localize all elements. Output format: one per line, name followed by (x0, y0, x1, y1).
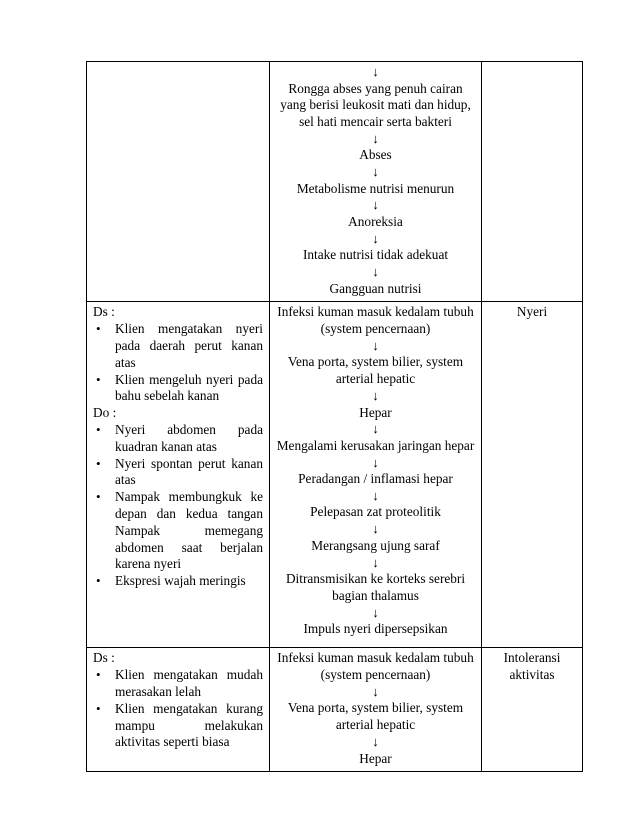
finding-text: Ekspresi wajah meringis (115, 573, 246, 589)
bullet-icon: • (96, 371, 101, 387)
table-row (87, 62, 583, 302)
assessment-cell (87, 62, 270, 302)
table-row (87, 648, 583, 772)
flow-step: Mengalami kerusakan jaringan hepar (276, 437, 475, 453)
section-label: Do : (93, 405, 117, 421)
finding-text: Nyeri abdomen pada kuadran kanan atas (115, 421, 263, 454)
flow-step: Gangguan nutrisi (329, 280, 422, 296)
finding-list (93, 422, 263, 590)
flow-step: Hepar (359, 750, 392, 766)
finding-text: Klien mengatakan nyeri pada daerah perut kanan atas (115, 321, 263, 370)
flow-step: Peradangan / inflamasi hepar (298, 471, 453, 487)
flow-step: Merangsang ujung saraf (311, 537, 440, 553)
flow-step: Impuls nyeri dipersepsikan (303, 621, 448, 637)
etiology-flow-cell (270, 302, 482, 648)
down-arrow-icon: ↓ (372, 388, 379, 404)
diagnosis-cell (482, 648, 583, 772)
down-arrow-icon: ↓ (372, 337, 379, 353)
list-item (93, 573, 263, 590)
flow-step: Rongga abses yang penuh cairan yang berisi leukosit mati dan hidup, sel hati mencair serta bakteri (280, 80, 471, 130)
bullet-icon: • (96, 455, 101, 471)
flow-step: Ditransmisikan ke korteks serebri bagian thalamus (285, 571, 466, 603)
down-arrow-icon: ↓ (372, 130, 379, 146)
finding-text: Nyeri spontan perut kanan atas (115, 455, 263, 488)
bullet-icon: • (96, 573, 101, 589)
assessment-cell (87, 648, 270, 772)
down-arrow-icon: ↓ (372, 683, 379, 699)
finding-text: Klien mengatakan mudah merasakan lelah (115, 667, 263, 699)
list-item (93, 489, 263, 573)
down-arrow-icon: ↓ (372, 421, 379, 437)
flow-step: Pelepasan zat proteolitik (310, 504, 441, 520)
table-row (87, 302, 583, 648)
down-arrow-icon: ↓ (372, 164, 379, 180)
down-arrow-icon: ↓ (372, 454, 379, 470)
list-item (93, 422, 263, 456)
flow-step: Infeksi kuman masuk kedalam tubuh (system pencernaan) (277, 304, 474, 337)
down-arrow-icon: ↓ (372, 197, 379, 213)
finding-list (93, 321, 263, 405)
finding-text: Nampak membungkuk ke depan dan kedua tangan Nampak memegang abdomen saat berjalan karena nyeri (115, 489, 263, 572)
bullet-icon: • (96, 489, 101, 505)
down-arrow-icon: ↓ (372, 521, 379, 537)
diagnosis-text: Nyeri (516, 304, 548, 320)
flow-step: Anoreksia (348, 213, 403, 229)
nursing-analysis-table (86, 61, 583, 772)
flow-step: Infeksi kuman masuk kedalam tubuh (system pencernaan) (277, 650, 474, 683)
etiology-flow-cell (270, 648, 482, 772)
down-arrow-icon: ↓ (372, 604, 379, 620)
etiology-flow-cell (270, 62, 482, 302)
down-arrow-icon: ↓ (372, 554, 379, 570)
list-item (93, 321, 263, 371)
bullet-icon: • (96, 700, 101, 716)
section-label: Ds : (93, 304, 115, 320)
flow-step: Vena porta, system bilier, system arterial hepatic (287, 354, 464, 387)
down-arrow-icon: ↓ (372, 487, 379, 503)
down-arrow-icon: ↓ (372, 734, 379, 750)
finding-text: Klien mengatakan kurang mampu melakukan aktivitas seperti biasa (115, 700, 263, 750)
down-arrow-icon: ↓ (372, 264, 379, 280)
list-item (93, 667, 263, 701)
list-item (93, 456, 263, 490)
flow-step: Metabolisme nutrisi menurun (296, 180, 455, 196)
down-arrow-icon: ↓ (372, 64, 379, 79)
finding-text: Klien mengeluh nyeri pada bahu sebelah kanan (115, 371, 263, 404)
diagnosis-cell (482, 62, 583, 302)
bullet-icon: • (96, 321, 101, 337)
diagnosis-cell (482, 302, 583, 648)
assessment-cell (87, 302, 270, 648)
bullet-icon: • (96, 667, 101, 683)
finding-list (93, 667, 263, 751)
flow-step: Intake nutrisi tidak adekuat (302, 247, 449, 263)
list-item (93, 701, 263, 751)
list-item (93, 372, 263, 406)
diagnosis-text: Intoleransi aktivitas (503, 650, 561, 683)
down-arrow-icon: ↓ (372, 230, 379, 246)
section-label: Ds : (93, 650, 115, 666)
flow-step: Abses (359, 147, 392, 163)
flow-step: Hepar (359, 404, 392, 420)
flow-step: Vena porta, system bilier, system arterial hepatic (287, 700, 464, 733)
bullet-icon: • (96, 421, 101, 437)
